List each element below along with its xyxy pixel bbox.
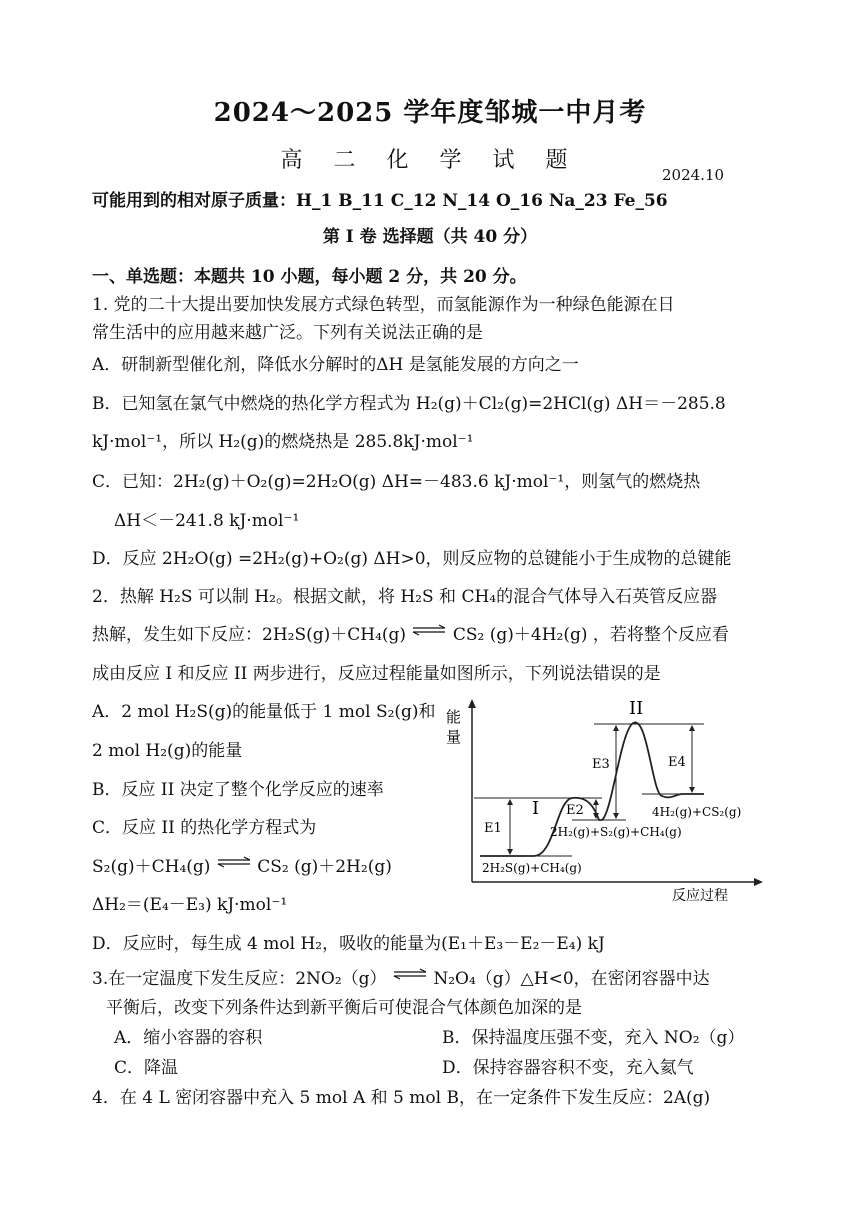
- state-intermediate-label: 2H₂(g)+S₂(g)+CH₄(g): [550, 825, 682, 839]
- reversible-arrow-icon: [392, 968, 428, 980]
- state-initial-label: 2H₂S(g)+CH₄(g): [482, 861, 582, 875]
- q1-option-a: A．研制新型催化剂，降低水分解时的ΔH 是氢能发展的方向之一: [92, 355, 579, 375]
- y-axis-arrow-icon: [468, 699, 476, 708]
- q1-stem-line1: 1. 党的二十大提出要加快发展方式绿色转型，而氢能源作为一种绿色能源在日: [92, 295, 675, 315]
- q2-option-c-line3: ΔH₂＝(E₄－E₃) kJ·mol⁻¹: [92, 895, 288, 915]
- q2-option-c-products: CS₂ (g)＋2H₂(g): [257, 857, 392, 877]
- q2-stem-line3: 成由反应 I 和反应 II 两步进行，反应过程能量如图所示，下列说法错误的是: [92, 664, 661, 684]
- e1-label: E1: [484, 821, 502, 836]
- q3-option-c: C．降温: [114, 1058, 179, 1078]
- e2-label: E2: [566, 803, 584, 818]
- q1-option-c-line1: C．已知：2H₂(g)＋O₂(g)=2H₂O(g) ΔH=－483.6 kJ·mol⁻¹，则氢气的燃烧热: [92, 472, 701, 492]
- q4-stem-line1: 4．在 4 L 密闭容器中充入 5 mol A 和 5 mol B，在一定条件下发生反应：2A(g): [92, 1088, 711, 1108]
- q3-option-d: D．保持容器容积不变，充入氦气: [442, 1058, 694, 1078]
- exam-subtitle: 高 二 化 学 试 题: [280, 148, 580, 173]
- atomic-masses: 可能用到的相对原子质量：H_1 B_11 C_12 N_14 O_16 Na_23 Fe_56: [92, 191, 668, 211]
- stage-2-label: II: [629, 698, 644, 719]
- q2-option-c-line1: C．反应 II 的热化学方程式为: [92, 818, 317, 838]
- q3-stem-line1-left: 3.在一定温度下发生反应：2NO₂（g）: [92, 969, 387, 989]
- q1-stem-line2: 常生活中的应用越来越广泛。下列有关说法正确的是: [92, 323, 483, 343]
- q3-stem-line2: 平衡后，改变下列条件达到新平衡后可使混合气体颜色加深的是: [106, 998, 582, 1018]
- section-heading: 第 I 卷 选择题（共 40 分）: [322, 227, 538, 247]
- part-heading: 一、单选题：本题共 10 小题，每小题 2 分，共 20 分。: [92, 267, 527, 287]
- q2-option-b: B．反应 II 决定了整个化学反应的速率: [92, 780, 384, 800]
- e3-label: E3: [592, 757, 610, 772]
- y-axis-label-2: 量: [446, 728, 462, 746]
- x-axis-label: 反应过程: [672, 888, 728, 904]
- q2-option-d: D．反应时，每生成 4 mol H₂，吸收的能量为(E₁＋E₃－E₂－E₄) kJ: [92, 934, 605, 954]
- q1-option-b-line1: B．已知氢在氯气中燃烧的热化学方程式为 H₂(g)＋Cl₂(g)=2HCl(g) ΔH＝－285.8: [92, 394, 726, 414]
- q2-option-c-reactants: S₂(g)＋CH₄(g): [92, 857, 211, 877]
- exam-date: 2024.10: [662, 166, 725, 184]
- q1-option-c-line2: ΔH＜－241.8 kJ·mol⁻¹: [114, 511, 300, 531]
- reversible-arrow-icon: [216, 856, 252, 868]
- q3-stem-line1: [92, 964, 710, 989]
- y-axis-label-1: 能: [446, 708, 462, 726]
- x-axis-arrow-icon: [754, 878, 763, 886]
- q2-option-c-line2: [92, 852, 392, 877]
- q2-option-a-line1: A．2 mol H₂S(g)的能量低于 1 mol S₂(g)和: [92, 702, 436, 722]
- q3-option-a: A．缩小容器的容积: [114, 1028, 263, 1048]
- energy-profile-diagram: [442, 696, 772, 910]
- stage-1-label: I: [532, 798, 540, 819]
- state-final-label: 4H₂(g)+CS₂(g): [652, 805, 742, 819]
- q2-stem-line2-left: 热解，发生如下反应：2H₂S(g)＋CH₄(g): [92, 625, 407, 645]
- q2-stem-line1: 2．热解 H₂S 可以制 H₂。根据文献，将 H₂S 和 CH₄的混合气体导入石英管反应器: [92, 587, 718, 607]
- q3-option-b: B．保持温度压强不变，充入 NO₂（g）: [442, 1028, 745, 1048]
- q1-option-b-line2: kJ·mol⁻¹，所以 H₂(g)的燃烧热是 285.8kJ·mol⁻¹: [92, 432, 474, 452]
- q3-stem-line1-right: N₂O₄（g）△H<0，在密闭容器中达: [433, 969, 710, 989]
- q1-option-d: D．反应 2H₂O(g) =2H₂(g)+O₂(g) ΔH>0，则反应物的总键能小于生成物的总键能: [92, 549, 732, 569]
- q2-stem-line2: [92, 620, 729, 645]
- q2-option-a-line2: 2 mol H₂(g)的能量: [92, 741, 243, 761]
- q2-stem-line2-right: CS₂ (g)＋4H₂(g) ，若将整个反应看: [452, 625, 729, 645]
- reversible-arrow-icon: [411, 624, 447, 636]
- exam-title: 2024～2025 学年度邹城一中月考: [213, 98, 647, 128]
- e4-label: E4: [668, 755, 686, 770]
